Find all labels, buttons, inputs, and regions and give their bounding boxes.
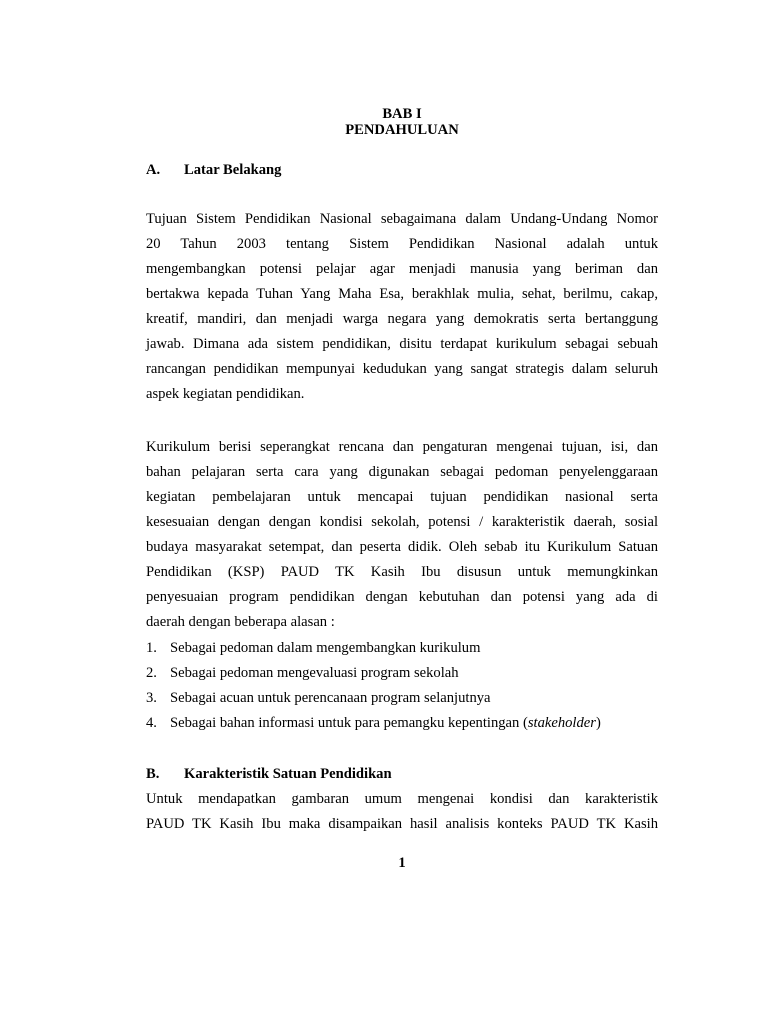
list-number: 4. (146, 715, 157, 731)
paragraph-line: budaya masyarakat setempat, dan peserta didik. Oleh sebab itu Kurikulum Satuan (146, 539, 658, 555)
chapter-title: PENDAHULUAN (345, 122, 459, 138)
list-item (146, 661, 658, 686)
list-item (146, 711, 658, 736)
paragraph-line: Untuk mendapatkan gambaran umum mengenai kondisi dan karakteristik (146, 791, 658, 807)
list-text: Sebagai pedoman dalam mengembangkan kurikulum (170, 640, 481, 656)
section-b-heading (146, 766, 392, 783)
list-text: Sebagai bahan informasi untuk para pemangku kepentingan ( (170, 715, 528, 731)
paragraph-line: daerah dengan beberapa alasan : (146, 614, 335, 630)
paragraph-line: Tujuan Sistem Pendidikan Nasional sebagaimana dalam Undang-Undang Nomor (146, 211, 658, 227)
paragraph-3 (146, 787, 658, 837)
section-a-title: Latar Belakang (184, 162, 282, 178)
list-text-italic: stakeholder (527, 715, 596, 731)
paragraph-line: PAUD TK Kasih Ibu maka disampaikan hasil analisis konteks PAUD TK Kasih (146, 816, 658, 832)
chapter-number: BAB I (382, 106, 422, 122)
section-a-heading (146, 162, 281, 179)
page-number: 1 (398, 855, 406, 871)
paragraph-line: Kurikulum berisi seperangkat rencana dan pengaturan mengenai tujuan, isi, dan (146, 439, 658, 455)
paragraph-line: penyesuaian program pendidikan dengan kebutuhan dan potensi yang ada di (146, 589, 658, 605)
list-item (146, 636, 658, 661)
section-b-title: Karakteristik Satuan Pendidikan (184, 766, 392, 782)
paragraph-line: rancangan pendidikan mempunyai kedudukan yang sangat strategis dalam seluruh (146, 361, 658, 377)
paragraph-line: bahan pelajaran serta cara yang digunakan sebagai pedoman penyelenggaraan (146, 464, 658, 480)
list-number: 2. (146, 665, 157, 681)
paragraph-line: kreatif, mandiri, dan menjadi warga negara yang demokratis serta bertanggung (146, 311, 658, 327)
paragraph-line: mengembangkan potensi pelajar agar menjadi manusia yang beriman dan (146, 261, 658, 277)
paragraph-2 (146, 435, 658, 635)
paragraph-line: aspek kegiatan pendidikan. (146, 386, 305, 402)
paragraph-line: Pendidikan (KSP) PAUD TK Kasih Ibu disusun untuk memungkinkan (146, 564, 658, 580)
section-b-letter: B. (146, 766, 160, 782)
list-text: Sebagai pedoman mengevaluasi program sekolah (170, 665, 459, 681)
paragraph-line: kegiatan pembelajaran untuk mencapai tujuan pendidikan nasional serta (146, 489, 658, 505)
paragraph-1 (146, 207, 658, 407)
paragraph-line: 20 Tahun 2003 tentang Sistem Pendidikan Nasional adalah untuk (146, 236, 658, 252)
list-text: ) (595, 715, 601, 731)
list-number: 1. (146, 640, 157, 656)
list-number: 3. (146, 690, 157, 706)
paragraph-line: kesesuaian dengan dengan kondisi sekolah, potensi / karakteristik daerah, sosial (146, 514, 658, 530)
paragraph-line: bertakwa kepada Tuhan Yang Maha Esa, berakhlak mulia, sehat, berilmu, cakap, (146, 286, 658, 302)
list-text: Sebagai acuan untuk perencanaan program selanjutnya (170, 690, 491, 706)
paragraph-line: jawab. Dimana ada sistem pendidikan, disitu terdapat kurikulum sebagai sebuah (146, 336, 658, 352)
section-a-letter: A. (146, 162, 161, 178)
list-item (146, 686, 658, 711)
reasons-list (146, 636, 658, 736)
